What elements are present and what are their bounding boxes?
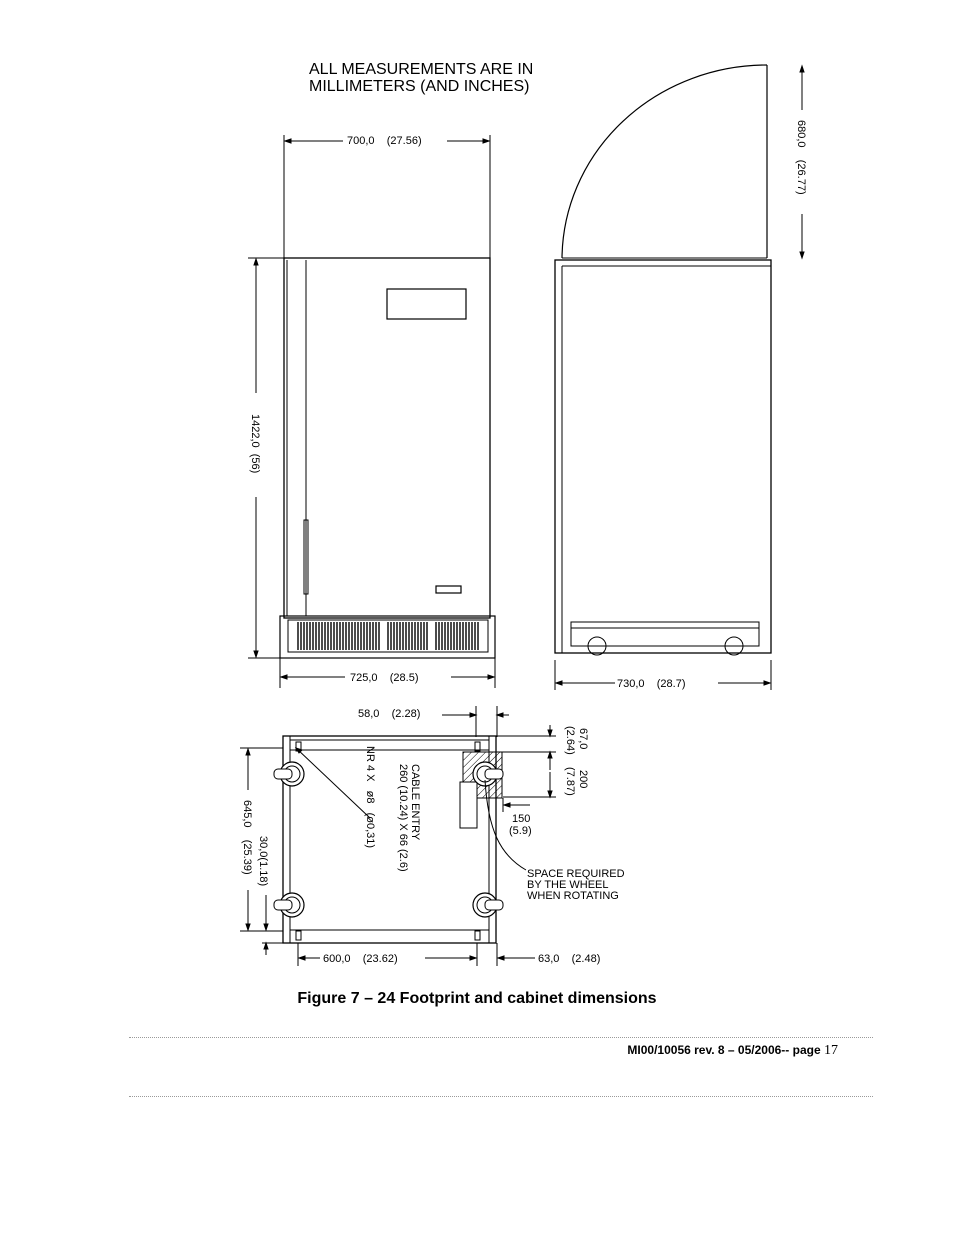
footer-rule-top (129, 1037, 873, 1038)
page-footer (627, 1043, 838, 1059)
arrow-head (483, 139, 489, 143)
display-panel (387, 289, 466, 319)
side-base-plinth (571, 622, 759, 646)
arrow-head (299, 956, 305, 960)
footprint-width-label: 600,0 (23.62) (323, 953, 398, 965)
holes-label: NR 4 X ø8 (ø0,31) (364, 746, 376, 849)
badge-plate (436, 586, 461, 593)
footprint-bottom-rail (290, 930, 489, 943)
arrow-head (254, 259, 258, 265)
figure-caption: Figure 7 – 24 Footprint and cabinet dimensions (297, 990, 657, 1007)
cable-entry-slot (460, 782, 477, 828)
footprint-inner (290, 736, 489, 943)
wheel-space-label-2: BY THE WHEEL (527, 879, 609, 891)
side-view (555, 65, 804, 690)
wheel-offset-label: 30,0(1.18) (257, 836, 269, 887)
dim-200-label: 200 (577, 770, 589, 789)
arrow-head (488, 675, 494, 679)
door-swing-label: 680,0 (26.77) (795, 120, 807, 195)
caster-fork (485, 769, 503, 779)
arrow-head (548, 752, 552, 758)
arrow-head (548, 730, 552, 736)
arrow-head (254, 651, 258, 657)
base-offset-label: 58,0 (2.28) (358, 708, 421, 720)
dim-150-inch-label: (5.9) (509, 825, 532, 837)
dim-150-label: 150 (512, 813, 531, 825)
side-offset-label: 63,0 (2.48) (538, 953, 601, 965)
measurement-note-line1: ALL MEASUREMENTS ARE IN (309, 61, 534, 78)
arrow-head (764, 681, 770, 685)
wheel-space-label-3: WHEN ROTATING (527, 890, 619, 902)
footer-doc-ref: MI00/10056 rev. 8 – 05/2006-- page (627, 1043, 821, 1057)
footprint-top-rail (290, 740, 489, 750)
footer-rule-bottom (129, 1096, 873, 1097)
caster-fork (274, 900, 292, 910)
caster-fork (485, 900, 503, 910)
arrow-head (264, 924, 268, 930)
front-top-width-label: 700,0 (27.56) (347, 135, 422, 147)
arrow-head (498, 956, 504, 960)
hole-leader (296, 748, 370, 818)
arrow-head (556, 681, 562, 685)
arrow-head (497, 713, 503, 717)
door-swing-arc (562, 65, 767, 258)
dim-67-inch-label: (2.64) (564, 726, 576, 755)
cable-entry-size-label: 260 (10.24) X 66 (2.6) (397, 764, 409, 872)
arrow-head (470, 713, 476, 717)
side-cabinet-outline (555, 260, 771, 653)
arrow-head (246, 749, 250, 755)
wheel-space-label-1: SPACE REQUIRED (527, 868, 625, 880)
front-base-width-label: 725,0 (28.5) (350, 672, 419, 684)
cable-entry-label: CABLE ENTRY (409, 764, 421, 841)
footer-page-number: 17 (824, 1043, 838, 1058)
vent-grill (298, 622, 478, 650)
side-base-width-label: 730,0 (28.7) (617, 678, 686, 690)
arrow-head (281, 675, 287, 679)
arrow-head (470, 956, 476, 960)
arrow-head (264, 943, 268, 949)
caster-fork (274, 769, 292, 779)
depth-label: 645,0 (25.39) (241, 800, 253, 875)
arrow-head (285, 139, 291, 143)
arrow-head (504, 803, 510, 807)
dim-67-label: 67,0 (577, 728, 589, 750)
front-height-label: 1422,0 (56) (249, 414, 261, 474)
dim-200-inch-label: (7.87) (564, 767, 576, 796)
foot-hole (475, 931, 480, 940)
arrow-head (800, 252, 804, 258)
front-view (248, 135, 495, 688)
arrow-head (800, 66, 804, 72)
measurement-note-line2: MILLIMETERS (AND INCHES) (309, 78, 530, 95)
arrow-head (246, 924, 250, 930)
foot-hole (296, 931, 301, 940)
